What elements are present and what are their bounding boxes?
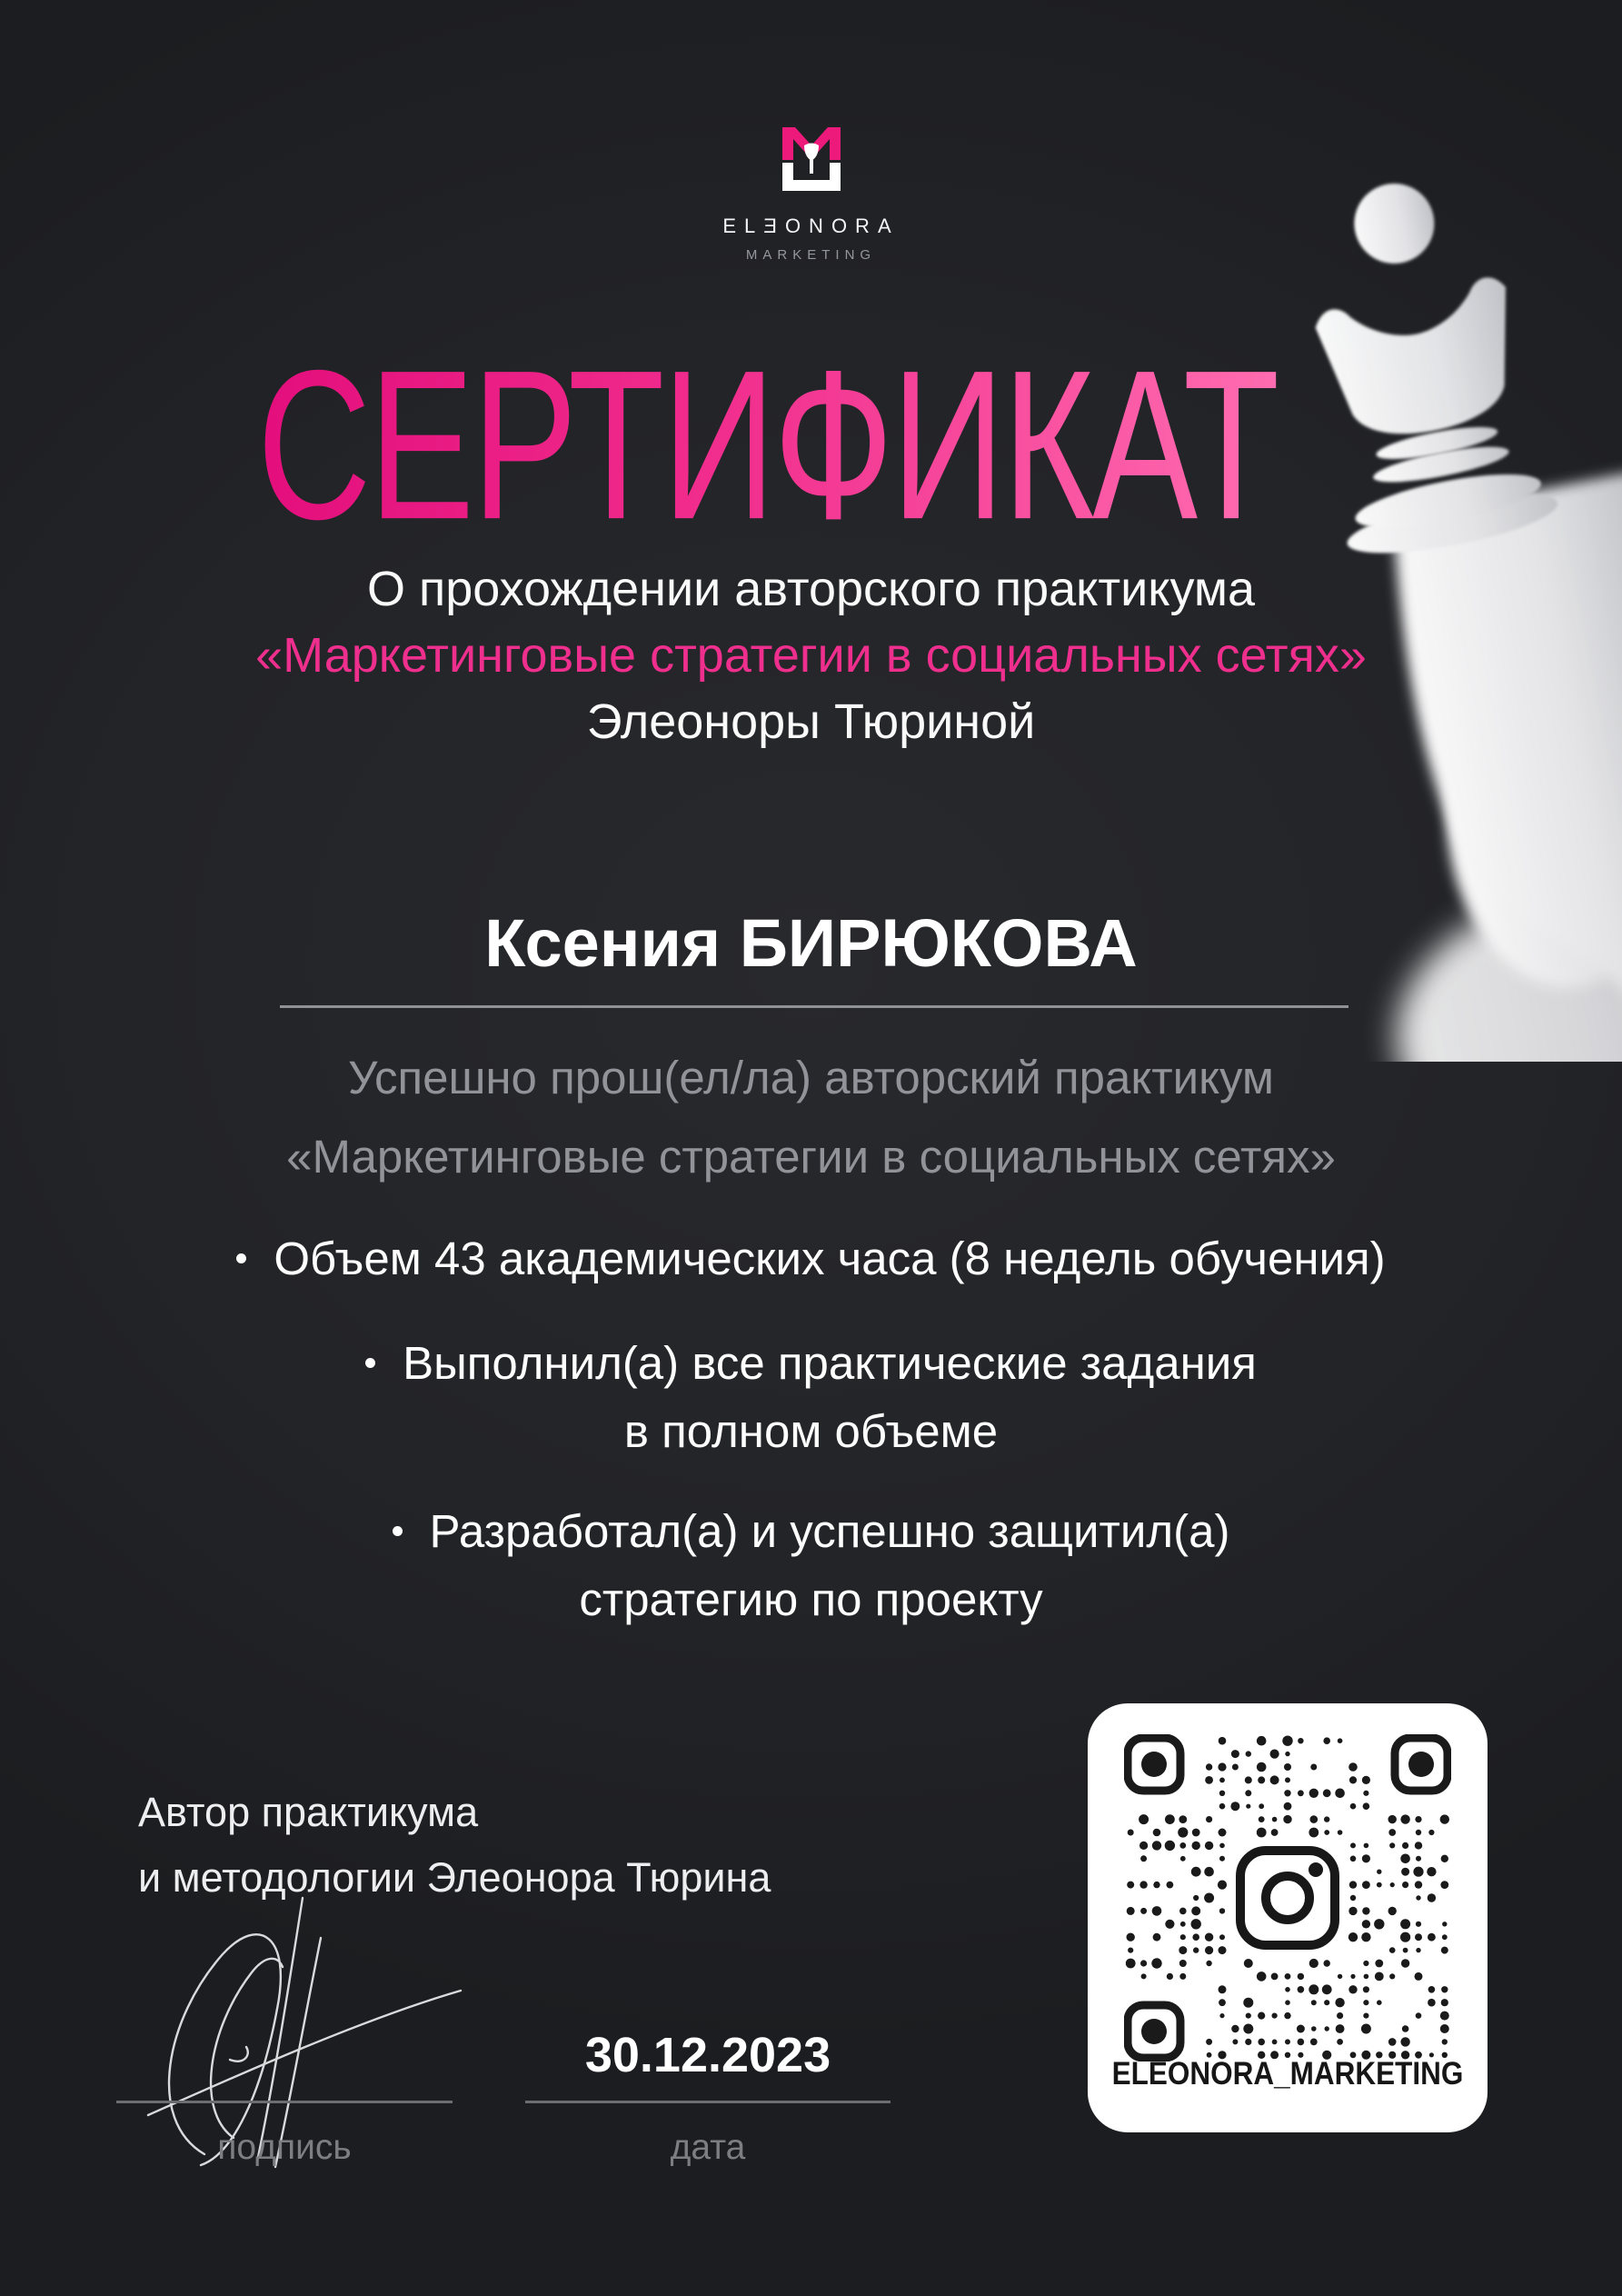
bullet-dot-icon [236,1253,246,1263]
signature-line [116,2101,453,2103]
brand-subtitle: MARKETING [745,247,877,263]
qr-label: ELEONORA_MARKETING [1111,2056,1464,2091]
date-value: 30.12.2023 [584,2028,831,2082]
bullet-text: Разработал(а) и успешно защитил(а) [429,1505,1230,1557]
author-line-1: Автор практикума [138,1789,479,1835]
completion-line-2: «Маркетинговые стратегии в социальных сетях» [286,1131,1336,1183]
bullet-text: Выполнил(а) все практические задания [403,1337,1257,1389]
date-line [525,2101,891,2103]
bullet-dot-icon [393,1526,403,1536]
certificate-title-wrap [0,324,1534,564]
bullet-line [0,1497,1622,1565]
bullet-item [0,1497,1622,1633]
course-author: Элеоноры Тюриной [586,694,1036,749]
certificate-title: СЕРТИФИКАТ [257,324,1278,568]
author-line-2: и методологии Элеонора Тюрина [138,1854,771,1901]
course-name: «Маркетинговые стратегии в социальных сетях» [255,628,1367,683]
qr-finder-icon [1128,1738,1180,1791]
date-label: дата [670,2128,746,2167]
qr-code [1124,1734,1451,2061]
signature-label: подпись [217,2128,352,2167]
brand-monogram-icon [782,127,841,191]
qr-finder-icon [1128,2005,1180,2058]
bullet-dot-icon [365,1358,375,1368]
bullet-line [0,1329,1622,1397]
bullet-text: в полном объеме [623,1405,999,1457]
bullet-item [0,1329,1622,1465]
course-intro: О прохождении авторского практикума [366,562,1256,616]
brand-name: ELƎONORA [722,215,900,237]
bullet-text: Объем 43 академических часа (8 недель обучения) [274,1233,1386,1284]
header-text [0,556,1622,755]
qr-card [1088,1703,1488,2132]
completion-line-1: Успешно прош(ел/ла) авторский практикум [348,1052,1274,1103]
bullet-text: стратегию по проекту [579,1573,1043,1625]
qr-finder-icon [1395,1738,1448,1791]
completion-text [0,1038,1622,1196]
bullet-item [0,1224,1622,1293]
name-divider [280,1005,1348,1008]
recipient-name: Ксения БИРЮКОВА [484,905,1138,981]
instagram-icon [1229,1840,1346,1956]
bullet-line [0,1224,1622,1293]
